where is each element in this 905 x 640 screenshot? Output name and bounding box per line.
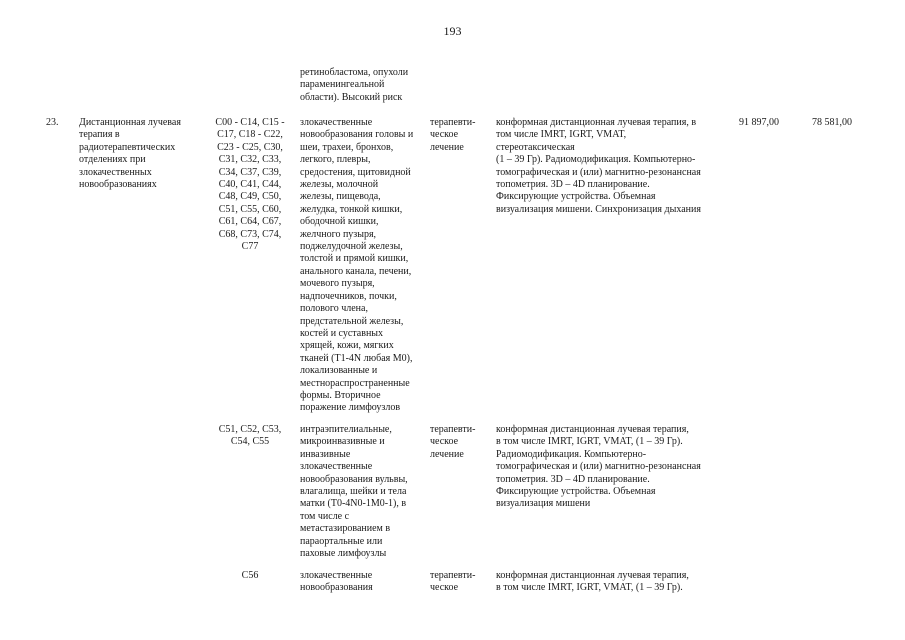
treatment-name: Дистанционная лучевая терапия в радиотерапевтических отделениях при злокачественных новообразованиях — [79, 117, 181, 191]
price-cell-2: 78 581,00 — [812, 117, 852, 128]
diagnosis-cell: злокачественные новообразования — [300, 570, 373, 594]
method-cell: конформная дистанционная лучевая терапия, в том числе IMRT, IGRT, VMAT, (1 – 39 Гр). — [496, 570, 689, 594]
row-number: 23. — [46, 117, 59, 128]
treatment-type-cell: терапевти- ческое лечение — [430, 424, 476, 460]
treatment-type-cell: терапевти- ческое лечение — [430, 117, 476, 153]
diagnosis-cell: интраэпителиальные, микроинвазивные и инвазивные злокачественные новообразования вульвы, влагалища, шейки и тела матки (T0-4N0-1M0-1), в том числе с метастазированием в параортальные или паховые лимфоузлы — [300, 424, 408, 560]
method-cell: конформная дистанционная лучевая терапия, в том числе IMRT, IGRT, VMAT, стереотаксическая (1 – 39 Гр). Радиомодификация. Компьютерно- томографическая и (или) магнитно-резонансная топометрия. 3D – 4D планирование. Фиксирующие устройства. Объемная визуализация мишени. Синхронизация дыхания — [496, 117, 701, 215]
diagnosis-cell: злокачественные новообразования головы и шеи, трахеи, бронхов, легкого, плевры, средостения, щитовидной железы, молочной железы, пищевода, желудка, тонкой кишки, ободочной кишки, желчного пузыря, поджелудочной железы, толстой и прямой кишки, анального канала, печени, мочевого пузыря, надпочечников, почки, полового члена, предстательной железы, костей и суставных хрящей, кожи, мягких тканей (T1-4N любая M0), локализованные и местнораспространенные формы. Вторичное поражение лимфоузлов — [300, 117, 414, 414]
price-cell-1: 91 897,00 — [739, 117, 779, 128]
icd-codes-cell: C51, C52, C53, C54, C55 — [218, 424, 282, 448]
continued-diagnosis-text: ретинобластома, опухоли параменингеальной области). Высокий риск — [300, 67, 409, 103]
page-number: 193 — [443, 24, 462, 38]
treatment-type-cell: терапевти- ческое — [430, 570, 476, 594]
icd-codes-cell: C00 - C14, C15 - C17, C18 - C22, C23 - C25, C30, C31, C32, C33, C34, C37, C39, C40, C41, C44, C48, C49, C50, C51, C55, C60, C61, C64, C67, C68, C73, C74, C77 — [215, 117, 285, 253]
method-cell: конформная дистанционная лучевая терапия, в том числе IMRT, IGRT, VMAT, (1 – 39 Гр). Радиомодификация. Компьютерно- томографическая и (или) магнитно-резонансная топометрия. 3D – 4D планирование. Фиксирующие устройства. Объемная визуализация мишени — [496, 424, 701, 510]
icd-codes-cell: C56 — [241, 570, 259, 581]
